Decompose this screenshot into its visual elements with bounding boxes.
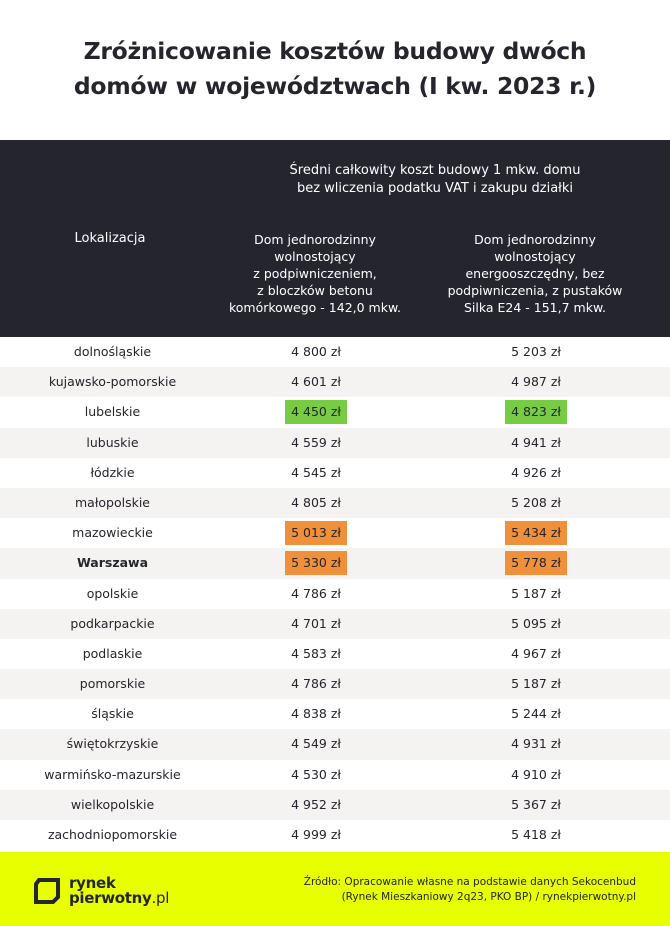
group-heading-line-2: bez wliczenia podatku VAT i zakupu działki: [296, 181, 574, 196]
table-row: [0, 488, 670, 518]
logo-suffix: .pl: [151, 889, 170, 907]
lowest-cost-badge: 4 823 zł: [505, 400, 567, 424]
cost-house-1: 4 530 zł: [291, 766, 341, 782]
table-row: [0, 458, 670, 488]
table-row: [0, 518, 670, 548]
region-name: podkarpackie: [70, 615, 155, 631]
region-name: dolnośląskie: [73, 344, 152, 359]
highest-cost-badge: 5 434 zł: [505, 521, 567, 545]
region-name: łódzkie: [90, 464, 135, 480]
region-name: mazowieckie: [72, 525, 153, 541]
group-heading-line-1: Średni całkowity koszt budowy 1 mkw. domu: [289, 163, 581, 178]
cost-house-1: 4 583 zł: [291, 645, 341, 661]
logo-line-1: rynek: [69, 874, 116, 892]
logo-line-2: pierwotny: [69, 889, 152, 907]
cost-house-1: 4 999 zł: [291, 827, 341, 842]
col2-line: Silka E24 - 151,7 mkw.: [463, 300, 607, 315]
table-row: [0, 367, 670, 397]
region-name: małopolskie: [74, 494, 150, 510]
cost-house-2: 4 987 zł: [511, 374, 561, 390]
cost-house-2: 4 967 zł: [511, 645, 561, 661]
region-name: lubelskie: [84, 404, 141, 420]
cost-house-2: 5 208 zł: [511, 494, 561, 510]
table-row: [0, 337, 670, 367]
title-line-1: Zróżnicowanie kosztów budowy dwóch: [83, 37, 587, 65]
col1-line: wolnostojący: [274, 249, 356, 264]
region-name: pomorskie: [79, 676, 146, 692]
table-row: [0, 579, 670, 609]
source-note: [236, 875, 636, 905]
cost-house-2: 4 931 zł: [511, 736, 561, 752]
cost-house-1: 4 545 zł: [291, 464, 341, 480]
cost-house-2: 4 910 zł: [511, 766, 561, 782]
footer: [0, 852, 670, 926]
cost-house-1: 4 838 zł: [291, 706, 341, 722]
table-row: [0, 790, 670, 820]
region-name: kujawsko-pomorskie: [48, 374, 177, 390]
cost-house-1: 4 601 zł: [291, 374, 341, 390]
region-name: warmińsko-mazurskie: [44, 766, 181, 782]
region-name: zachodniopomorskie: [47, 827, 178, 842]
table-row: [0, 428, 670, 458]
cost-house-2: 5 418 zł: [511, 827, 561, 842]
col2-line: podpiwniczenia, z pustaków: [447, 283, 623, 298]
table-header: [0, 140, 670, 337]
brand-logo: [34, 876, 174, 910]
table-row: [0, 397, 670, 427]
region-name: wielkopolskie: [70, 796, 155, 812]
region-name: lubuskie: [86, 434, 139, 450]
table-body: [0, 337, 670, 850]
region-name: podlaskie: [82, 645, 143, 661]
cost-house-2: 5 187 zł: [511, 585, 561, 601]
col2-line: energooszczędny, bez: [465, 266, 605, 281]
region-name: świętokrzyskie: [66, 736, 159, 752]
col2-line: wolnostojący: [494, 249, 576, 264]
cost-house-1: 4 805 zł: [291, 494, 341, 510]
col1-line: komórkowego - 142,0 mkw.: [228, 300, 402, 315]
table-row: [0, 609, 670, 639]
cost-house-2: 5 367 zł: [511, 796, 561, 812]
logo-wordmark: [69, 876, 169, 906]
cost-house-1: 4 786 zł: [291, 585, 341, 601]
highest-cost-badge: 5 778 zł: [505, 551, 567, 575]
cost-house-1: 4 549 zł: [291, 736, 341, 752]
col1-line: z bloczków betonu: [257, 283, 373, 298]
cost-house-1: 4 786 zł: [291, 676, 341, 692]
lowest-cost-badge: 4 450 zł: [285, 400, 347, 424]
cost-house-1: 4 559 zł: [291, 434, 341, 450]
title-line-2: domów w województwach (I kw. 2023 r.): [73, 72, 597, 100]
highest-cost-badge: 5 013 zł: [285, 521, 347, 545]
region-name: Warszawa: [76, 555, 149, 571]
column-header-house-1: [210, 231, 420, 316]
cost-house-2: 5 187 zł: [511, 676, 561, 692]
source-line-2: (Rynek Mieszkaniowy 2q23, PKO BP) / rynekpierwotny.pl: [341, 891, 636, 903]
table-row: [0, 820, 670, 850]
table-row: [0, 760, 670, 790]
source-line-1: Źródło: Opracowanie własne na podstawie danych Sekocenbud: [303, 876, 636, 888]
region-name: opolskie: [86, 585, 139, 601]
col2-line: Dom jednorodzinny: [474, 232, 596, 247]
cost-house-2: 4 941 zł: [511, 434, 561, 450]
table-row: [0, 699, 670, 729]
cost-house-2: 4 926 zł: [511, 464, 561, 480]
table-row: [0, 729, 670, 759]
cost-house-1: 4 952 zł: [291, 796, 341, 812]
cost-house-1: 4 701 zł: [291, 615, 341, 631]
table-row: [0, 639, 670, 669]
cost-house-2: 5 203 zł: [511, 344, 561, 359]
table-row: [0, 548, 670, 578]
column-header-location: Lokalizacja: [74, 231, 146, 246]
column-header-house-2: [430, 231, 640, 316]
page-title: [0, 34, 670, 104]
col1-line: Dom jednorodzinny: [254, 232, 376, 247]
table-row: [0, 669, 670, 699]
col1-line: z podpiwniczeniem,: [253, 266, 377, 281]
title-section: [0, 0, 670, 140]
logo-cube-icon: [34, 878, 60, 904]
region-name: śląskie: [91, 706, 134, 722]
cost-house-2: 5 244 zł: [511, 706, 561, 722]
cost-house-1: 4 800 zł: [291, 344, 341, 359]
column-group-heading: [215, 162, 655, 198]
cost-house-2: 5 095 zł: [511, 615, 561, 631]
highest-cost-badge: 5 330 zł: [285, 551, 347, 575]
